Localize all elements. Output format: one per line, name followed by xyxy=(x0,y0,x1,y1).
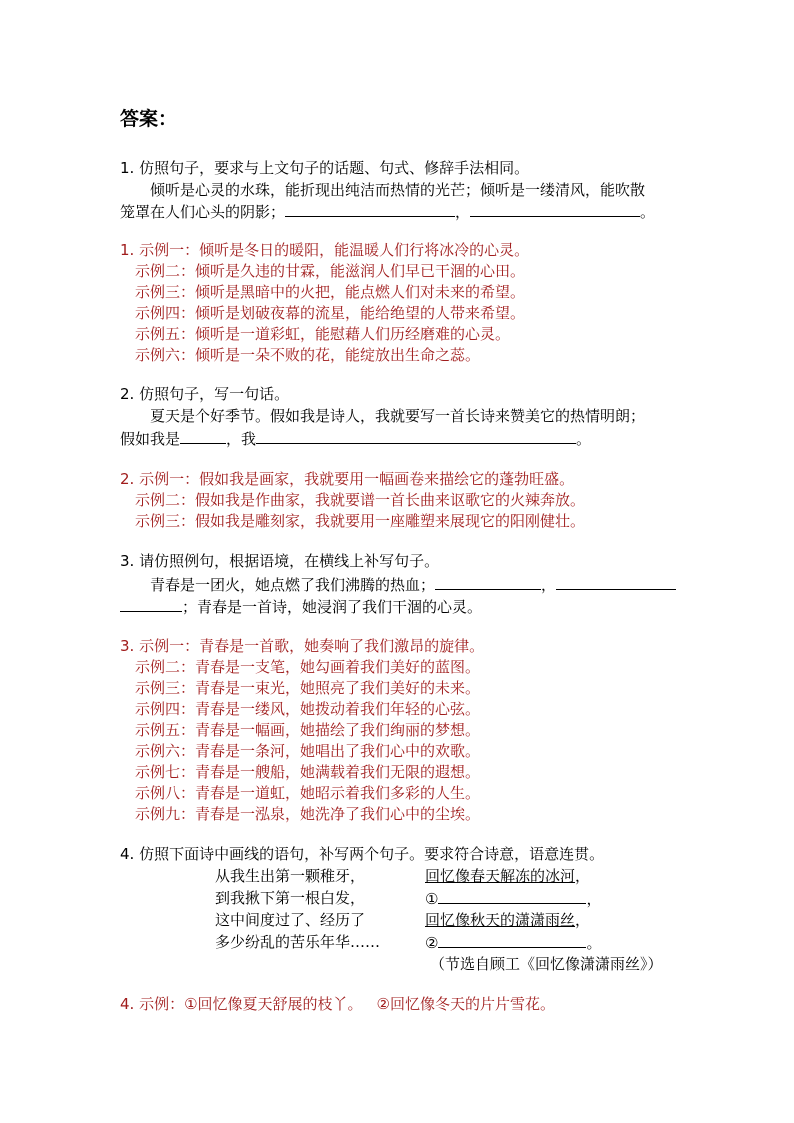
a1-example-3: 示例三：倾听是黑暗中的火把，能点燃人们对未来的希望。 xyxy=(135,283,526,301)
q4-source: （节选自顾工《回忆像潇潇雨丝》） xyxy=(430,955,663,973)
q3-prompt: 3. 请仿照例句，根据语境，在横线上补写句子。 xyxy=(120,552,440,570)
q3-separator: ， xyxy=(541,576,557,594)
q3-blank-2b[interactable] xyxy=(120,596,182,612)
a1-example-6: 示例六：倾听是一朵不败的花，能绽放出生命之蕊。 xyxy=(135,346,481,364)
a3-example-4: 示例四：青春是一缕风，她拨动着我们年轻的心弦。 xyxy=(135,700,481,718)
q3-text-line1 xyxy=(150,574,676,595)
q4-blank-line-1 xyxy=(425,888,601,909)
a1-example-4: 示例四：倾听是划破夜幕的流星，能给绝望的人带来希望。 xyxy=(135,304,526,322)
q4-poem-line-4: 多少纷乱的苦乐年华…… xyxy=(215,933,381,951)
q4-punct-2: ， xyxy=(586,890,602,908)
a3-example-3: 示例三：青春是一束光，她照亮了我们美好的未来。 xyxy=(135,679,481,697)
a1-example-5: 示例五：倾听是一道彩虹，能慰藉人们历经磨难的心灵。 xyxy=(135,325,511,343)
q4-blank-line-2 xyxy=(425,932,601,953)
a3-example-8: 示例八：青春是一道虹，她昭示着我们多彩的人生。 xyxy=(135,784,481,802)
a4-prefix: 4. 示例： xyxy=(120,995,185,1013)
a1-example-2: 示例二：倾听是久违的甘霖，能滋润人们早已干涸的心田。 xyxy=(135,262,526,280)
q4-punct-3: ， xyxy=(575,911,591,929)
q2-text-line2-mid: ，我 xyxy=(226,430,257,448)
q3-text-line2 xyxy=(120,596,482,617)
a3-example-5: 示例五：青春是一幅画，她描绘了我们绚丽的梦想。 xyxy=(135,721,481,739)
q4-marker-1: ① xyxy=(425,890,439,908)
a4-answer-2: ②回忆像冬天的片片雪花。 xyxy=(376,995,555,1013)
q2-blank-2[interactable] xyxy=(256,428,576,444)
q3-text-line1-start: 青春是一团火，她点燃了我们沸腾的热血； xyxy=(150,576,436,594)
a3-example-2: 示例二：青春是一支笔，她勾画着我们美好的蓝图。 xyxy=(135,658,481,676)
a3-example-6: 示例六：青春是一条河，她唱出了我们心中的欢歌。 xyxy=(135,742,481,760)
q4-prompt: 4. 仿照下面诗中画线的语句，补写两个句子。要求符合诗意，语意连贯。 xyxy=(120,845,605,863)
q4-poem-line-2: 到我揪下第一根白发， xyxy=(215,889,366,907)
q4-blank-1[interactable] xyxy=(438,888,586,904)
q1-separator: ， xyxy=(455,203,471,221)
q1-blank-2[interactable] xyxy=(470,201,640,217)
q4-underlined-text-2: 回忆像秋天的潇潇雨丝 xyxy=(425,911,576,929)
q1-text-line2-start: 笼罩在人们心头的阴影； xyxy=(120,203,286,221)
q4-punct-1: ， xyxy=(575,867,591,885)
q1-text-line1: 倾听是心灵的水珠，能折现出纯洁而热情的光芒；倾听是一缕清风，能吹散 xyxy=(150,181,646,199)
a3-example-7: 示例七：青春是一艘船，她满载着我们无限的遐想。 xyxy=(135,763,481,781)
q4-underlined-text-1: 回忆像春天解冻的冰河 xyxy=(425,867,576,885)
q2-prompt: 2. 仿照句子，写一句话。 xyxy=(120,385,290,403)
a1-example-1: 1. 示例一：倾听是冬日的暖阳，能温暖人们行将冰冷的心灵。 xyxy=(120,241,530,259)
a4-answer xyxy=(120,994,555,1014)
q4-underlined-line-1 xyxy=(425,866,590,886)
a2-example-2: 示例二：假如我是作曲家，我就要谱一首长曲来讴歌它的火辣奔放。 xyxy=(135,491,586,509)
q2-blank-1[interactable] xyxy=(180,428,226,444)
q2-end: 。 xyxy=(576,430,592,448)
q2-text-line2-start: 假如我是 xyxy=(120,430,181,448)
a3-example-9: 示例九：青春是一泓泉，她洗净了我们心中的尘埃。 xyxy=(135,805,481,823)
a2-example-1: 2. 示例一：假如我是画家，我就要用一幅画卷来描绘它的蓬勃旺盛。 xyxy=(120,470,575,488)
q3-text-line2-rest: ；青春是一首诗，她浸润了我们干涸的心灵。 xyxy=(182,598,483,616)
q4-poem-line-3: 这中间度过了、经历了 xyxy=(215,911,366,929)
q1-prompt: 1. 仿照句子，要求与上文句子的话题、句式、修辞手法相同。 xyxy=(120,159,530,177)
q4-poem-line-1: 从我生出第一颗稚牙， xyxy=(215,867,366,885)
q4-marker-2: ② xyxy=(425,934,439,952)
q1-end: 。 xyxy=(640,203,656,221)
q4-underlined-line-2 xyxy=(425,910,590,930)
q3-blank-1[interactable] xyxy=(435,574,541,590)
q4-punct-4: 。 xyxy=(586,934,602,952)
q3-blank-2a[interactable] xyxy=(556,574,676,590)
q2-text-line1: 夏天是个好季节。假如我是诗人，我就要写一首长诗来赞美它的热情明朗； xyxy=(150,407,646,425)
page-title: 答案： xyxy=(120,108,178,130)
q1-text-line2 xyxy=(120,201,655,222)
q1-blank-1[interactable] xyxy=(285,201,455,217)
q2-text-line2 xyxy=(120,428,591,449)
q4-blank-2[interactable] xyxy=(438,932,586,948)
a2-example-3: 示例三：假如我是雕刻家，我就要用一座雕塑来展现它的阳刚健壮。 xyxy=(135,512,586,530)
a3-example-1: 3. 示例一：青春是一首歌，她奏响了我们激昂的旋律。 xyxy=(120,637,485,655)
a4-answer-1: ①回忆像夏天舒展的枝丫。 xyxy=(184,995,363,1013)
